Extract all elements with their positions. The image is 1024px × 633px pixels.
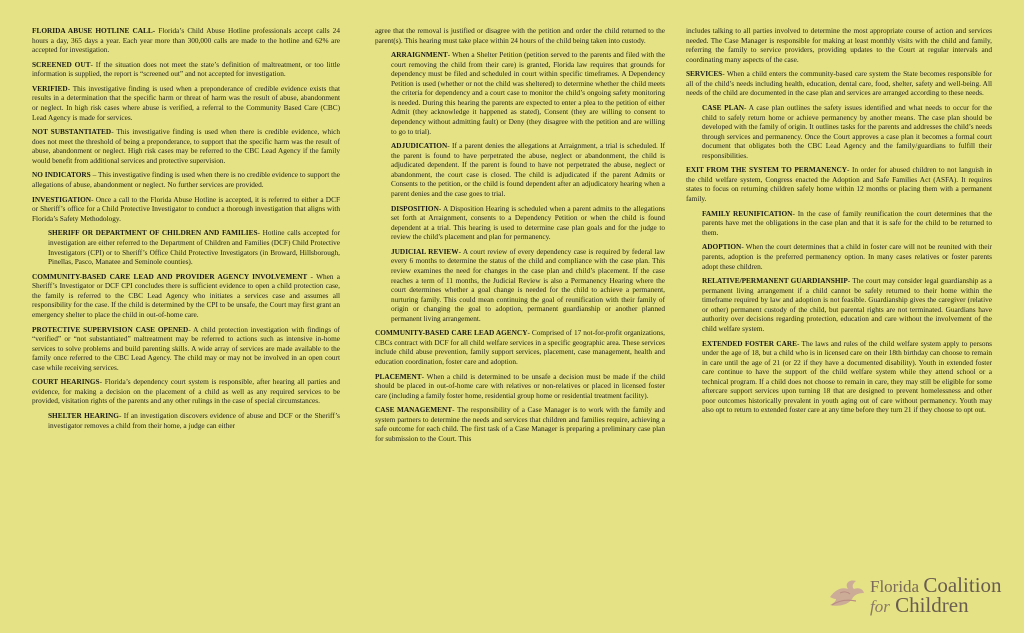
glossary-term: ADOPTION	[702, 242, 742, 252]
glossary-definition: - A child protection investigation with findings of “verified” or “not substantiated” maltreatment may be referred to actions such as intensive in-home services to solve problems and build parenting skills. A wide array of services are made available to the family once referred to the CBC Lead Agency. The child may or may not be involved in an open court case while receiving services.	[32, 324, 340, 372]
glossary-term: SHERIFF OR DEPARTMENT OF CHILDREN AND FAMILIES	[48, 228, 258, 238]
glossary-entry	[32, 195, 340, 224]
glossary-term: INVESTIGATION	[32, 194, 92, 204]
glossary-term: SCREENED OUT	[32, 59, 91, 69]
glossary-entry	[32, 325, 340, 373]
column-2	[375, 26, 665, 449]
glossary-entry	[32, 272, 340, 320]
glossary-term: ARRAIGNMENT	[391, 50, 448, 60]
glossary-entry	[391, 50, 665, 136]
glossary-definition: - A Disposition Hearing is scheduled when a parent admits to the allegations set forth at Arraignment, consents to a Dependency Petition or when the child is found dependent at a trial. This hearing is used to determine case plan goals and for the judge to review the child’s placement and plan for permanency.	[391, 203, 665, 242]
glossary-term: SERVICES	[686, 69, 723, 79]
glossary-definition: - The court may consider legal guardianship as a permanent living arrangement if a child cannot be safely returned to their home within the timeframe required by law and adoption is not feasible. Guardianship gives the caregiver (relative or other) permanent custody of the child, but parental rights are not terminated. Guardians have authority over decisions regarding protection, education and care without the involvement of the child welfare system.	[702, 276, 992, 333]
glossary-definition: agree that the removal is justified or disagree with the petition and order the child returned to the parent(s). This hearing must take place within 24 hours of the child being taken into custody.	[375, 26, 665, 45]
logo-word-for: for	[870, 597, 890, 616]
glossary-term: EXIT FROM THE SYSTEM TO PERMANENCY	[686, 165, 848, 175]
logo-word-children: Children	[895, 593, 969, 617]
glossary-term: COMMUNITY-BASED CARE LEAD AGENCY	[375, 328, 528, 338]
glossary-definition: - The responsibility of a Case Manager is to work with the family and system partners to determine the needs and services that children and families require, achieving a safe outcome for each child. The first task of a Case Manager is preparing a preliminary case plan for submission to the Court. This	[375, 405, 665, 443]
glossary-term: SHELTER HEARING	[48, 411, 119, 421]
glossary-term: DISPOSITION	[391, 203, 439, 213]
glossary-entry	[48, 411, 340, 430]
glossary-term: PLACEMENT	[375, 371, 422, 381]
glossary-entry	[32, 377, 340, 406]
glossary-entry	[702, 242, 992, 271]
glossary-entry	[32, 26, 340, 55]
glossary-term: CASE MANAGEMENT	[375, 405, 453, 415]
glossary-definition: - When a Sheriff’s Investigator or DCF CPI concludes there is sufficient evidence to open a child protection case, the family is referred to the CBC Lead Agency who initiates a services case and assumes all responsibility for the case. If the child is determined by the CPI to be unsafe, the Court may first grant an emergency shelter to place the child in out-of-home care.	[32, 271, 340, 319]
glossary-entry	[32, 170, 340, 189]
glossary-definition: - When a Shelter Petition (petition served to the parents and filed with the court removing the child from their care) is granted, Florida law requires that grounds for dependency must be filed and scheduled in court within specific timeframes. A Dependency Petition is used (whether or not the child was sheltered) to determine whether the child meets the criteria for dependency and a court case to monitor the child’s ongoing safety monitoring is needed. During this hearing the parents are expected to enter a plea to the petition of either Admit (they acknowledge it happened as stated), Consent (they are willing to consent to dependency without admitting fault) or Deny (they disagree with the petition and are willing to go to trial).	[391, 50, 665, 136]
glossary-entry	[32, 84, 340, 122]
glossary-definition: - When the court determines that a child in foster care will not be reunited with their parents, adoption is the preferred permanency option. In many cases relatives or foster parents adopt these children.	[702, 242, 992, 271]
glossary-term: COURT HEARINGS	[32, 377, 100, 387]
glossary-definition: - Once a call to the Florida Abuse Hotline is accepted, it is referred to either a DCF or Sheriff’s office for a Child Protective Investigator to conduct a thorough investigation that aligns with Florida’s Safety Methodology.	[32, 194, 340, 223]
glossary-entry	[702, 103, 992, 160]
glossary-term: FAMILY REUNIFICATION	[702, 208, 793, 218]
glossary-entry	[686, 69, 992, 98]
glossary-term: CASE PLAN	[702, 103, 745, 113]
glossary-entry	[391, 247, 665, 323]
glossary-entry	[391, 141, 665, 198]
glossary-term: NOT SUBSTANTIATED	[32, 127, 112, 137]
glossary-definition: includes talking to all parties involved to determine the most appropriate course of action and services needed. The Case Manager is responsible for making at least monthly visits with the child and family, referring the family to service providers, providing updates to the Court at regular intervals and coordinating many aspects of the case.	[686, 26, 992, 64]
glossary-entry	[391, 204, 665, 242]
glossary-definition: - When a child is determined to be unsafe a decision must be made if the child should be placed in out-of-home care with relatives or non-relatives or placed in licensed foster care (including a family foster home, residential group home or residential treatment facility).	[375, 371, 665, 400]
glossary-term: NO INDICATORS	[32, 170, 91, 180]
glossary-entry	[702, 209, 992, 238]
glossary-definition: - A case plan outlines the safety issues identified and what needs to occur for the child to safely return home or achieve permanency by another means. The case plan should be developed with the family of origin. It outlines tasks for the parents and addresses the child’s needs through services and permanency. Once the Court approves a case plan it becomes a formal court document that obligates both the CBC Lead Agency and the family/guardians to fulfill their responsibilities.	[702, 103, 992, 160]
glossary-term: RELATIVE/PERMANENT GUARDIANSHIP	[702, 276, 848, 286]
glossary-entry	[375, 372, 665, 401]
glossary-term: EXTENDED FOSTER CARE	[702, 338, 797, 348]
glossary-definition: - The laws and rules of the child welfare system apply to persons under the age of 18, but a child who is in licensed care on their 18th birthday can choose to remain in care until the age of 21 (or 22 if they have a documented disability). Youth in extended foster care continue to have the support of the child welfare system while they attend school or a technical program. If a child does not choose to remain in care, they may still be eligible for some aftercare support services upon turning 18 that are designed to prevent homelessness and other poor outcomes historically prevalent in youth aging out of care without permanency. Youth may also opt to return to extended foster care at any time before they turn 21 if they choose to opt out.	[702, 338, 992, 415]
glossary-definition: - Hotline calls accepted for investigation are either referred to the Department of Children and Families (DCF) Child Protective Investigators (CPI) or to Sheriff’s Office Child Protective Investigators (in Broward, Hillsborough, Pinellas, Pasco, Manatee and Seminole counties).	[48, 228, 340, 267]
glossary-definition: - Florida’s dependency court system is responsible, after hearing all parties and evidence, for making a decision on the placement of a child as well as any required services to be provided, visitation rights of the parents and any other rulings in the case of special circumstances.	[32, 377, 341, 406]
glossary-definition: - In the case of family reunification the court determines that the parents have met the obligations in the case plan and that it is safe for the child to be returned to them.	[702, 208, 992, 237]
florida-coalition-logo	[826, 571, 1002, 617]
glossary-term: JUDICIAL REVIEW	[391, 246, 459, 256]
column-3	[686, 26, 992, 420]
glossary-entry	[375, 26, 665, 45]
glossary-definition: - Comprised of 17 not-for-profit organizations, CBCs contract with DCF for all child welfare services in a specific geographic area. These services include child abuse prevention, family support services, placement, case management, health and education coordination, foster care and adoption.	[375, 328, 666, 366]
glossary-term: VERIFIED	[32, 83, 68, 93]
glossary-entry	[48, 228, 340, 266]
glossary-term: ADJUDICATION	[391, 141, 448, 151]
glossary-entry	[702, 339, 992, 415]
glossary-entry	[375, 405, 665, 443]
glossary-term: COMMUNITY-BASED CARE LEAD AND PROVIDER AGENCY INVOLVEMENT	[32, 271, 308, 281]
logo-word-florida: Florida	[870, 577, 920, 596]
logo-word-coalition: Coalition	[923, 573, 1002, 597]
glossary-definition: Florida’s Child Abuse Hotline professionals accept calls 24 hours a day, 365 days a year. Each year more than 300,000 calls are made to the hotline and 62% are accepted for investigation.	[32, 26, 340, 55]
glossary-definition: - If an investigation discovers evidence of abuse and DCF or the Sheriff’s investigator removes a child from their home, a judge can either	[48, 411, 340, 430]
glossary-definition: - This investigative finding is used when a preponderance of credible evidence exists that results in a determination that the specific harm or threat of harm was the result of abuse, abandonment or neglect. In high risk cases where abuse is verified, a referral to the Community Based Care (CBC) Lead Agency is made for services.	[32, 83, 340, 122]
glossary-term: PROTECTIVE SUPERVISION CASE OPENED	[32, 324, 189, 334]
glossary-definition: - A court review of every dependency case is required by federal law every 6 months to determine the status of the child and compliance with the case plan. This review examines the need for changes in the case plan and child’s placement. If the case reaches a term of 11 months, the Judicial Review is also a Permanency Hearing where the court determines whether a goal change is needed for the child to achieve a permanent, nurturing family. This could mean continuing the goal of reunification with their family of origin or changing the goal to adoption, permanent guardianship or another planned permanent living arrangement.	[391, 246, 665, 323]
glossary-definition: - In order for abused children to not languish in the child welfare system, Congress enacted the Adoption and Safe Families Act (ASFA). It requires states to focus on returning children safely home within 12 months or placing them with a permanent family.	[686, 165, 992, 204]
glossary-entry	[32, 60, 340, 79]
glossary-definition: - This investigative finding is used when there is credible evidence, which does not meet the threshold of being a preponderance, to support that the specific harm was the result of abuse, abandonment or neglect. High risk cases may be referred to the CBC Lead Agency if the family would benefit from additional services and protective supervision.	[32, 127, 341, 165]
glossary-entry	[32, 127, 340, 165]
glossary-definition: - If the situation does not meet the state’s definition of maltreatment, or too little information is supplied, the report is “screened out” and not accepted for investigation.	[32, 59, 340, 79]
glossary-entry	[686, 165, 992, 203]
column-1	[32, 26, 340, 435]
glossary-entry	[702, 276, 992, 333]
glossary-entry	[375, 328, 665, 366]
glossary-entry	[686, 26, 992, 64]
glossary-definition: – This investigative finding is used when there is no credible evidence to support the allegations of abuse, abandonment or neglect. No further services are provided.	[32, 170, 340, 190]
glossary-term: FLORIDA ABUSE HOTLINE CALL-	[32, 26, 156, 35]
glossary-definition: - If a parent denies the allegations at Arraignment, a trial is scheduled. If the parent is found to have perpetrated the abuse, neglect or abandonment, the child is adjudicated dependent. If the parent is found to have not perpetrated the abuse, neglect or abandonment, the court case is closed. The child is adjudicated if the parent Admits or Consents to the petition, or the child is found dependent after an adjudicatory hearing when a parent denies and the case goes to trial.	[391, 141, 665, 198]
glossary-definition: - When a child enters the community-based care system the State becomes responsible for all of the child’s needs including health, education, dental care, food, shelter, safety and well-being. All needs of the child are documented in the case plan and services are arranged according to these needs.	[686, 69, 992, 98]
dove-hands-icon	[826, 575, 866, 611]
